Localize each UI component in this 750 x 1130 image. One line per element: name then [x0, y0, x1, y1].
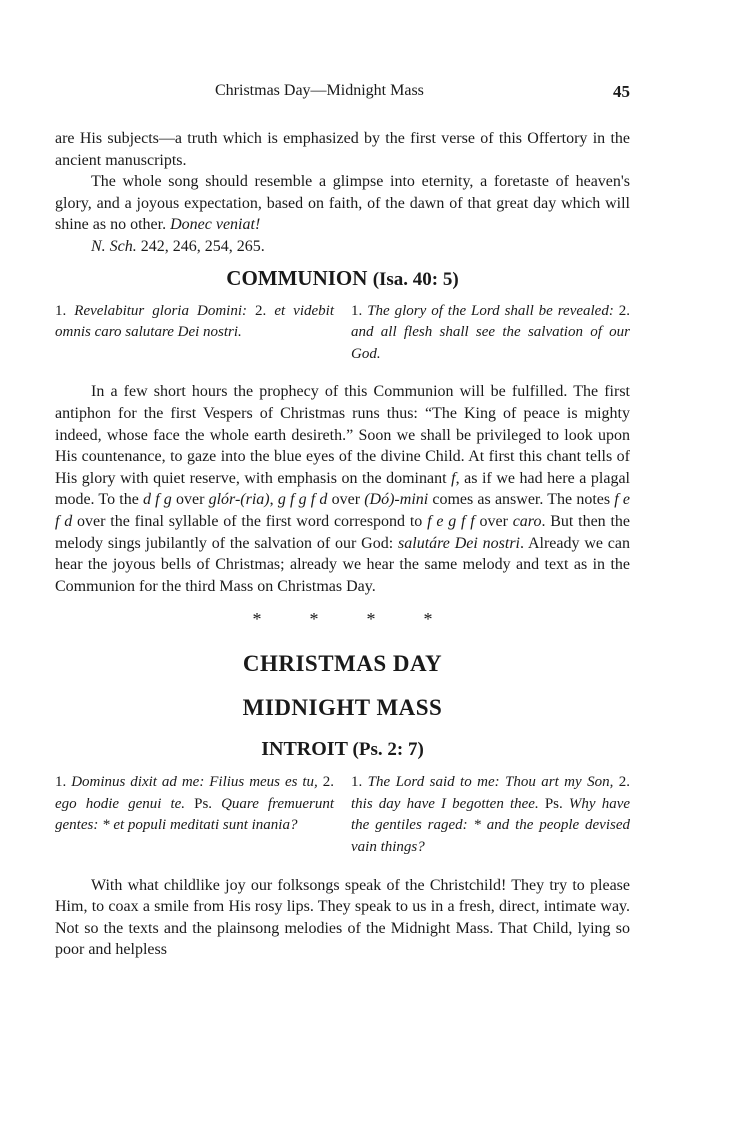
latin-phrase: salutáre Dei nostri	[398, 534, 520, 552]
heading-christmas-day: CHRISTMAS DAY	[242, 651, 443, 677]
text-run: . But then the melody sings jubilantly of the salvation of our God:	[55, 512, 631, 552]
introit-reference: (Ps. 2: 7)	[352, 739, 424, 761]
english-verse-1: The glory of the Lord shall be revealed:	[367, 302, 614, 319]
latin-word: (Dó)-mini	[364, 491, 429, 509]
text-run: over the final syllable of the first word correspond to	[72, 512, 428, 530]
english-psalm-verse: Why have the gentiles raged: * and the people devised vain things?	[351, 795, 631, 856]
note-names: d f g	[143, 491, 172, 509]
communion-heading	[55, 264, 630, 294]
verse-number: 2.	[613, 302, 631, 319]
english-verse-2: and all flesh shall see the salvation of our God.	[351, 324, 630, 362]
text-run: , as if we had here a plagal mode. To the	[55, 469, 630, 509]
text-run: comes as answer. The notes	[428, 491, 615, 509]
reference-numbers: 242, 246, 254, 265.	[136, 237, 265, 255]
text-run: over	[474, 512, 513, 530]
verse-number: 1.	[55, 774, 72, 791]
verse-number: 2.	[247, 302, 275, 319]
paragraph-prophecy	[55, 381, 630, 597]
section-divider	[253, 607, 433, 631]
note-names: f e g f f	[427, 512, 475, 530]
note-names: f e f d	[55, 491, 631, 530]
psalm-marker: Ps.	[538, 795, 569, 812]
heading-midnight-mass: MIDNIGHT MASS	[242, 695, 443, 721]
paragraph-song-text: The whole song should resemble a glimpse into eternity, a foretaste of heaven's glory, and a joyous expectation, based on faith, of the dawn of that great day which will shine as no other.	[55, 173, 630, 234]
page-number: 45	[613, 82, 630, 101]
paragraph-song	[55, 171, 630, 236]
verse-number: 2.	[613, 774, 631, 791]
communion-english	[351, 301, 630, 366]
latin-verse-1: Revelabitur gloria Domini:	[74, 302, 247, 319]
verse-number: 1.	[351, 774, 368, 791]
text-run: over	[171, 491, 209, 509]
divider-star: *	[423, 609, 433, 630]
communion-texts	[55, 301, 630, 366]
running-title: Christmas Day—Midnight Mass	[215, 82, 424, 99]
introit-latin	[55, 772, 334, 858]
paragraph-offertory-end: are His subjects—a truth which is emphasized by the first verse of this Offertory in the ancient manuscripts.	[55, 130, 630, 169]
page-body	[55, 128, 630, 961]
donec-veniat: Donec veniat!	[170, 216, 261, 234]
communion-title: COMMUNION	[226, 265, 368, 290]
introit-heading	[55, 735, 630, 764]
note-name: f	[451, 469, 456, 487]
introit-texts	[55, 772, 630, 858]
psalm-marker: Ps.	[185, 795, 222, 812]
verse-number: 2.	[317, 774, 334, 791]
page-header	[55, 82, 630, 106]
verse-number: 1.	[55, 302, 75, 319]
introit-english	[351, 772, 630, 858]
divider-star: *	[252, 609, 262, 630]
latin-word: caro	[512, 512, 542, 530]
communion-reference: (Isa. 40: 5)	[372, 268, 459, 290]
divider-star: *	[366, 609, 376, 630]
reference-abbrev: N. Sch.	[91, 237, 137, 255]
paragraph-folksongs: With what childlike joy our folksongs speak of the Christchild! They try to please Him, to coax a smile from His rosy lips. They speak to us in a fresh, direct, intimate way. Not so the texts and the plainsong melodies of the Midnight Mass. That Child, lying so poor and helpless	[55, 876, 630, 959]
latin-word: glór-(ria)	[208, 491, 270, 509]
introit-title: INTROIT	[261, 738, 348, 761]
english-verse-2: this day have I begotten thee.	[351, 795, 539, 812]
text-run: In a few short hours the prophecy of this Communion will be fulfilled. The first antiphon for the first Vespers of Christmas runs thus: “The King of peace is mighty indeed, whose face the whole earth desireth.” Soon we shall be privileged to look upon His countenance, to gaze into the blue eyes of the divine Child. At first this chant tells of His glory with quiet reserve, with emphasis on the dominant	[55, 383, 630, 487]
latin-verse-2: ego hodie genui te.	[55, 795, 186, 812]
communion-latin	[55, 301, 334, 366]
latin-verse-2: et videbit omnis caro salutare Dei nostri.	[55, 302, 334, 341]
text-run: . Already we can hear the joyous bells of Christmas; already we hear the same melody and text as in the Communion for the third Mass on Christmas Day.	[55, 534, 631, 595]
reference-line	[55, 236, 630, 258]
verse-number: 1.	[351, 302, 368, 319]
divider-star: *	[309, 609, 319, 630]
text-run: ,	[269, 491, 278, 509]
latin-psalm-verse: Quare fremuerunt gentes: * et populi meditati sunt inania?	[55, 795, 334, 834]
text-run: over	[327, 491, 365, 509]
latin-verse-1: Dominus dixit ad me: Filius meus es tu,	[71, 774, 318, 791]
note-names: g f g f d	[277, 491, 328, 509]
english-verse-1: The Lord said to me: Thou art my Son,	[367, 774, 614, 791]
